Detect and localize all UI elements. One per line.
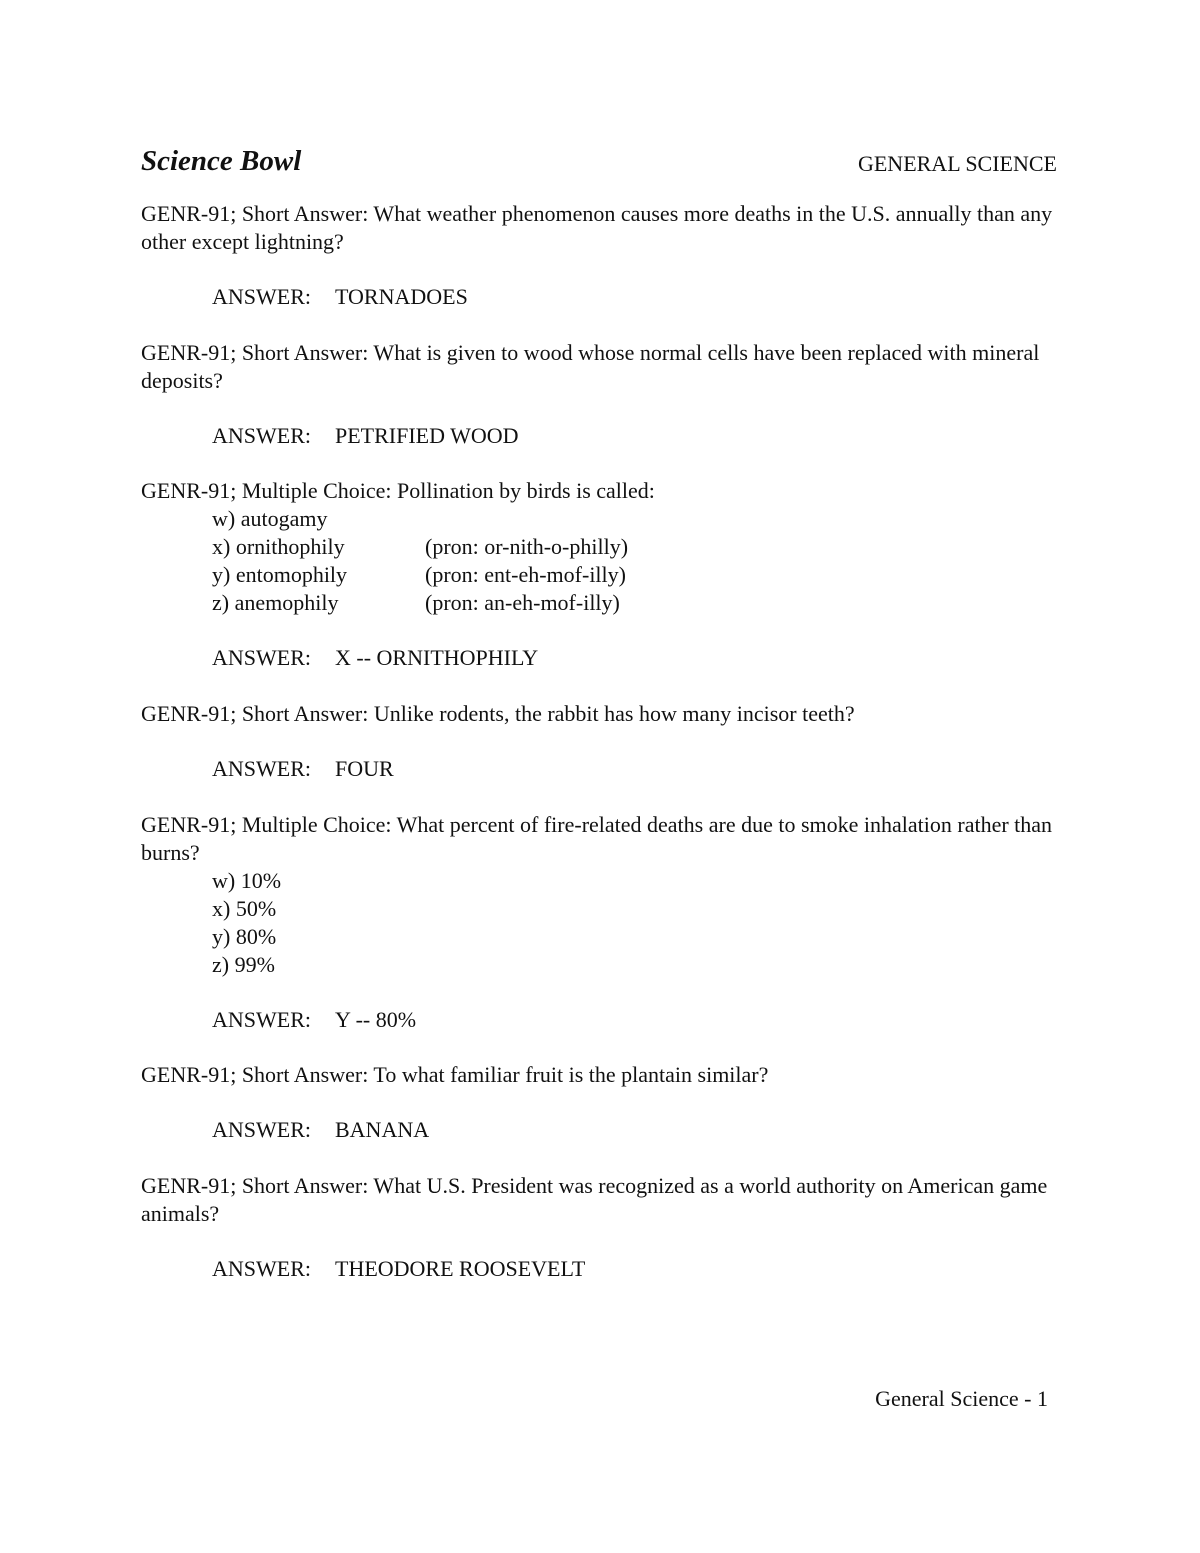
answer-line bbox=[212, 1116, 1061, 1144]
question-text: GENR-91; Multiple Choice: Pollination by birds is called: bbox=[141, 478, 655, 503]
answer-label: ANSWER: bbox=[212, 284, 311, 309]
answer-value: BANANA bbox=[335, 1117, 430, 1142]
question-text: GENR-91; Short Answer: To what familiar fruit is the plantain similar? bbox=[141, 1062, 769, 1087]
choice-item bbox=[212, 867, 1061, 895]
question-text: GENR-91; Short Answer: What weather phenomenon causes more deaths in the U.S. annually than any other except lightning? bbox=[141, 201, 1053, 254]
page-title: Science Bowl bbox=[141, 145, 302, 177]
choice-text: z) anemophily bbox=[212, 590, 339, 615]
choice-pronunciation: (pron: ent-eh-mof-illy) bbox=[425, 562, 626, 587]
choice-text: w) 10% bbox=[212, 868, 282, 893]
question-text: GENR-91; Short Answer: What U.S. President was recognized as a world authority on American game animals? bbox=[141, 1173, 1048, 1226]
question-block bbox=[141, 1172, 1061, 1283]
choice-item bbox=[212, 923, 1061, 951]
choice-item bbox=[212, 533, 1061, 561]
choice-list bbox=[212, 867, 1061, 979]
answer-line bbox=[212, 644, 1061, 672]
answer-line bbox=[212, 283, 1061, 311]
question-block bbox=[141, 700, 1061, 783]
answer-line bbox=[212, 755, 1061, 783]
answer-label: ANSWER: bbox=[212, 423, 311, 448]
answer-line bbox=[212, 1006, 1061, 1034]
question-text: GENR-91; Short Answer: What is given to wood whose normal cells have been replaced with mineral deposits? bbox=[141, 340, 1040, 393]
question-block bbox=[141, 1061, 1061, 1144]
choice-item bbox=[212, 561, 1061, 589]
choice-text: x) 50% bbox=[212, 896, 277, 921]
question-block bbox=[141, 477, 1061, 672]
choice-text: y) 80% bbox=[212, 924, 277, 949]
answer-label: ANSWER: bbox=[212, 756, 311, 781]
answer-value: TORNADOES bbox=[335, 284, 468, 309]
answer-label: ANSWER: bbox=[212, 1007, 311, 1032]
question-block bbox=[141, 811, 1061, 1034]
answer-value: THEODORE ROOSEVELT bbox=[335, 1256, 586, 1281]
answer-value: FOUR bbox=[335, 756, 394, 781]
choice-item bbox=[212, 951, 1061, 979]
choice-item bbox=[212, 895, 1061, 923]
choice-text: w) autogamy bbox=[212, 506, 328, 531]
question-block bbox=[141, 339, 1061, 450]
page-footer: General Science - 1 bbox=[875, 1386, 1048, 1411]
answer-label: ANSWER: bbox=[212, 645, 311, 670]
question-block bbox=[141, 200, 1061, 311]
choice-list bbox=[212, 505, 1061, 617]
question-text: GENR-91; Multiple Choice: What percent of fire-related deaths are due to smoke inhalation rather than burns? bbox=[141, 812, 1053, 865]
choice-text: y) entomophily bbox=[212, 562, 348, 587]
choice-text: z) 99% bbox=[212, 952, 275, 977]
choice-text: x) ornithophily bbox=[212, 534, 345, 559]
answer-label: ANSWER: bbox=[212, 1256, 311, 1281]
answer-value: Y -- 80% bbox=[335, 1007, 417, 1032]
category-label: GENERAL SCIENCE bbox=[857, 151, 1057, 176]
choice-item bbox=[212, 505, 1061, 533]
answer-value: PETRIFIED WOOD bbox=[335, 423, 519, 448]
answer-line bbox=[212, 1255, 1061, 1283]
answer-value: X -- ORNITHOPHILY bbox=[335, 645, 539, 670]
choice-item bbox=[212, 589, 1061, 617]
choice-pronunciation: (pron: or-nith-o-philly) bbox=[425, 534, 629, 559]
answer-line bbox=[212, 422, 1061, 450]
answer-label: ANSWER: bbox=[212, 1117, 311, 1142]
question-text: GENR-91; Short Answer: Unlike rodents, the rabbit has how many incisor teeth? bbox=[141, 701, 855, 726]
choice-pronunciation: (pron: an-eh-mof-illy) bbox=[425, 590, 620, 615]
